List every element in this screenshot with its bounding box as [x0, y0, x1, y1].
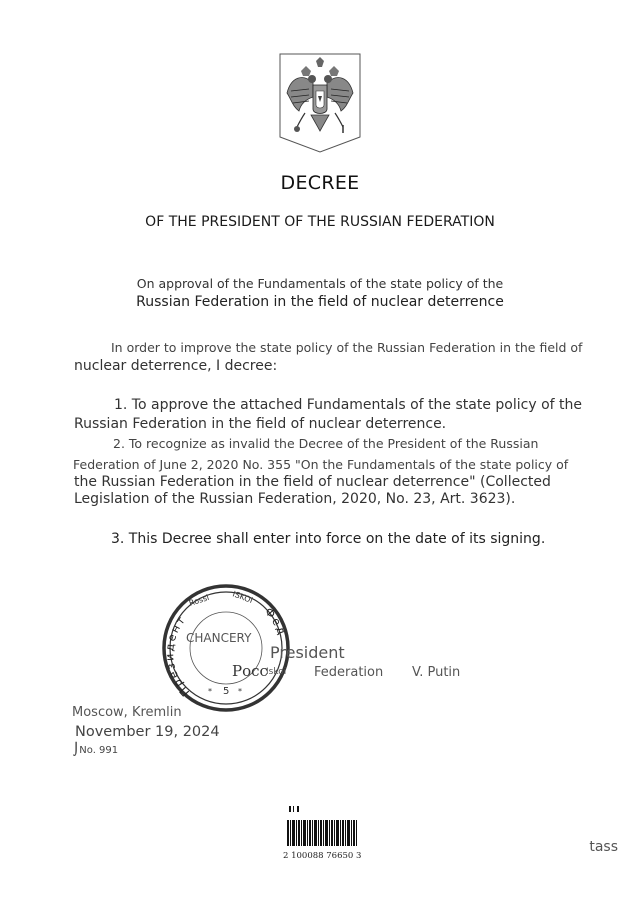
item-2-line-1: 2. To recognize as invalid the Decree of the President of the Russian	[113, 436, 539, 451]
barcode-digits: 2 100088 76650 3	[283, 851, 362, 861]
signature-russian-fragment: Росс	[232, 662, 268, 680]
signature-federation: Federation	[314, 665, 384, 680]
item-2-line-4: Legislation of the Russian Federation, 2020, No. 23, Art. 3623).	[74, 491, 516, 507]
svg-text:*: *	[238, 687, 242, 696]
item-3: 3. This Decree shall enter into force on the date of its signing.	[111, 531, 546, 547]
seal-center-text: CHANCERY	[186, 631, 252, 645]
document-title: DECREE	[280, 172, 360, 194]
coat-of-arms-emblem-icon	[279, 53, 361, 153]
subject-line-1: On approval of the Fundamentals of the state policy of the	[136, 276, 504, 291]
item-1-line-2: Russian Federation in the field of nuclear deterrence.	[74, 416, 447, 432]
intro-line-2: nuclear deterrence, I decree:	[74, 358, 278, 374]
item-2-line-2: Federation of June 2, 2020 No. 355 "On the Fundamentals of the state policy of	[73, 457, 569, 472]
seal-right-arc-text: Фед	[261, 605, 289, 639]
intro-line-1: In order to improve the state policy of the Russian Federation in the field of	[111, 340, 583, 355]
decree-number: ⌡No. 991	[73, 742, 119, 756]
seal-number: 5	[223, 686, 230, 697]
seal-left-arc-text: Президент	[163, 612, 193, 699]
signing-place: Moscow, Kremlin	[72, 705, 182, 720]
svg-text:Фед	[262, 605, 289, 638]
svg-text:*: *	[208, 687, 212, 696]
item-2-line-3: the Russian Federation in the field of nuclear deterrence" (Collected	[74, 474, 551, 490]
signatory-name: V. Putin	[412, 665, 461, 680]
seal-top-left-text: Rossi	[187, 592, 211, 608]
signature-iskoi-fragment: Iskoi	[266, 667, 287, 677]
subject-line-2: Russian Federation in the field of nuclear deterrence	[136, 294, 504, 310]
item-1-line-1: 1. To approve the attached Fundamentals of the state policy of the	[114, 397, 582, 413]
source-watermark: tass	[589, 839, 618, 855]
barcode	[283, 806, 363, 866]
seal-top-right-text: ISKOI	[231, 589, 255, 606]
signature-president-label: President	[270, 643, 345, 662]
signing-date: November 19, 2024	[75, 724, 220, 740]
document-subtitle: OF THE PRESIDENT OF THE RUSSIAN FEDERATION	[145, 214, 495, 230]
